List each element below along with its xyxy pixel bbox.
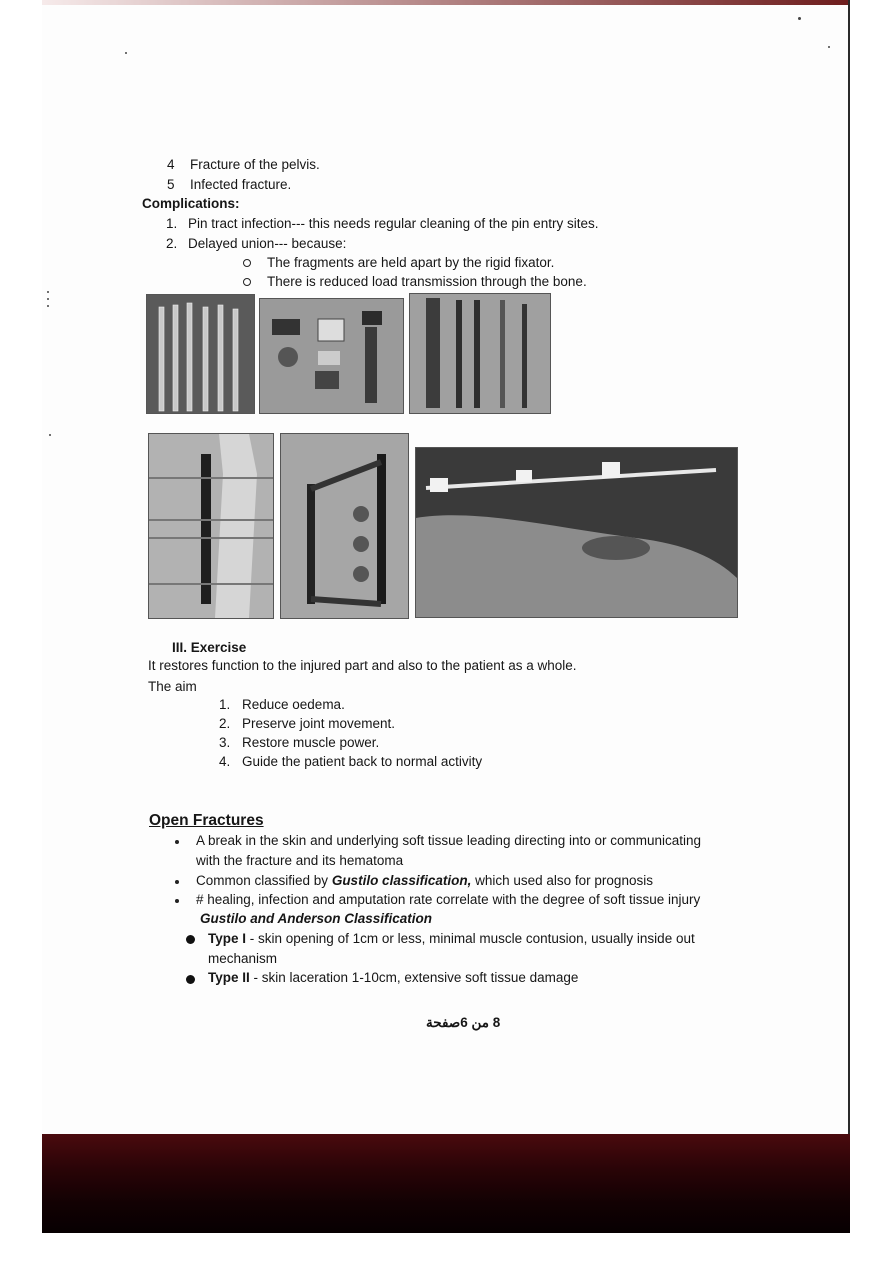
list-number: 4 <box>167 157 175 172</box>
list-number: 3. <box>219 735 231 750</box>
open-fracture-bullet-1: A break in the skin and underlying soft tissue leading directing into or communicating <box>196 833 702 848</box>
exercise-heading: III. Exercise <box>172 640 247 655</box>
list-item-text: Fracture of the pelvis. <box>190 157 320 172</box>
list-item-text: Infected fracture. <box>190 177 292 192</box>
bullet-icon <box>175 899 179 903</box>
fixator-leg-photo <box>415 447 738 618</box>
aim-item: Restore muscle power. <box>242 735 380 750</box>
scan-speck <box>47 291 49 293</box>
type-1-description-cont: mechanism <box>208 951 278 966</box>
scan-right-edge <box>848 0 850 1135</box>
scan-speck <box>49 434 51 436</box>
complication-item: Delayed union--- because: <box>188 236 347 251</box>
aim-item: Preserve joint movement. <box>242 716 396 731</box>
aim-item: Guide the patient back to normal activity <box>242 754 483 769</box>
complication-sub-item: The fragments are held apart by the rigid fixator. <box>267 255 555 270</box>
open-fractures-heading: Open Fractures <box>149 812 264 829</box>
fixator-frame-photo <box>280 433 409 619</box>
scan-bottom-border <box>42 1134 850 1233</box>
circle-bullet-icon <box>243 278 251 286</box>
aim-label: The aim <box>148 679 197 694</box>
aim-item: Reduce oedema. <box>242 697 345 712</box>
open-fracture-bullet-1-cont: with the fracture and its hematoma <box>196 853 404 868</box>
scan-top-edge <box>42 0 850 5</box>
page-number-label: 8 من 6صفحة <box>426 1015 501 1030</box>
bullet-icon <box>175 880 179 884</box>
complications-heading: Complications: <box>142 196 240 211</box>
list-number: 2. <box>166 236 178 251</box>
list-number: 5 <box>167 177 175 192</box>
list-number: 1. <box>219 697 231 712</box>
scan-speck <box>125 52 127 54</box>
circle-bullet-icon <box>243 259 251 267</box>
bullet-icon <box>175 840 179 844</box>
scan-speck <box>798 17 801 20</box>
scan-speck <box>47 298 49 300</box>
list-number: 1. <box>166 216 178 231</box>
list-number: 4. <box>219 754 231 769</box>
bullet-icon <box>186 975 195 984</box>
rods-photo <box>409 293 551 414</box>
classification-title: Gustilo and Anderson Classification <box>200 911 433 926</box>
pins-photo <box>146 294 255 414</box>
open-fracture-bullet-2: Common classified by Gustilo classification, which used also for prognosis <box>196 873 653 888</box>
exercise-intro: It restores function to the injured part and also to the patient as a whole. <box>148 658 577 673</box>
complication-sub-item: There is reduced load transmission through the bone. <box>267 274 587 289</box>
type-2-description: Type II - skin laceration 1-10cm, extensive soft tissue damage <box>208 970 579 985</box>
clamps-photo <box>259 298 404 414</box>
scan-speck <box>47 305 49 307</box>
complication-item: Pin tract infection--- this needs regular cleaning of the pin entry sites. <box>188 216 599 231</box>
fixator-tibia-photo <box>148 433 274 619</box>
type-1-description: Type I - skin opening of 1cm or less, minimal muscle contusion, usually inside out <box>208 931 695 946</box>
scan-margin <box>0 0 42 1263</box>
scan-speck <box>828 46 830 48</box>
open-fracture-bullet-3: # healing, infection and amputation rate correlate with the degree of soft tissue injury <box>196 892 701 907</box>
bullet-icon <box>186 935 195 944</box>
list-number: 2. <box>219 716 231 731</box>
